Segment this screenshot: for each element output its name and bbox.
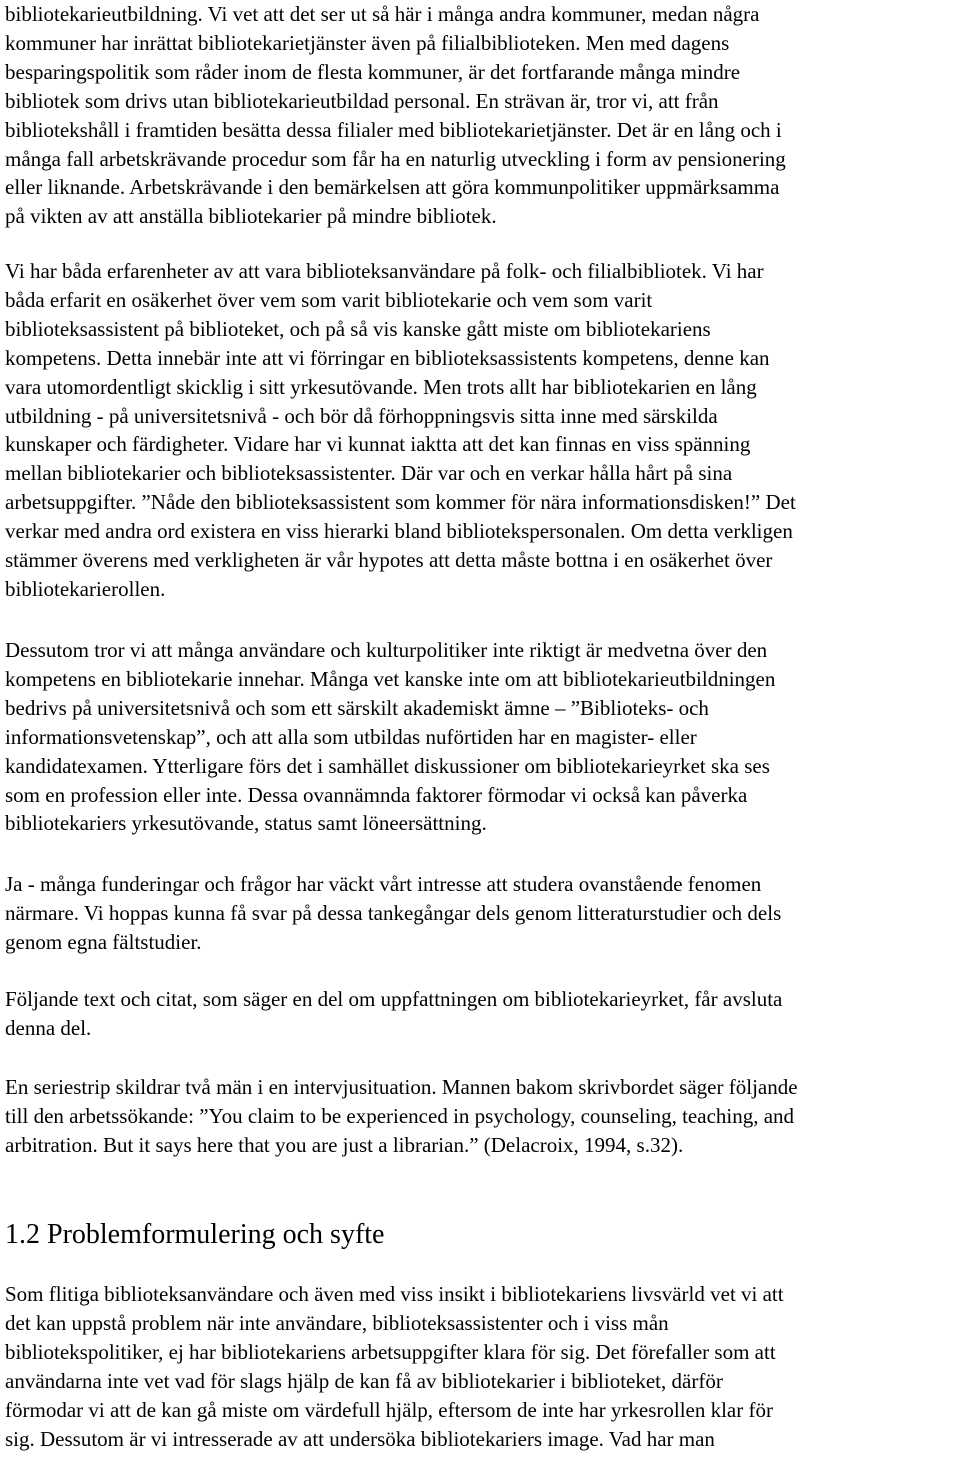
text-line: stämmer överens med verkligheten är vår hypotes att detta måste bottna i en osäkerhet över xyxy=(5,548,773,573)
text-line: bedrivs på universitetsnivå och som ett särskilt akademiskt ämne – ”Biblioteks- och xyxy=(5,695,709,720)
text-line: bibliotekariers yrkesutövande, status samt löneersättning. xyxy=(5,811,487,836)
text-line: kompetens. Detta innebär inte att vi förringar en biblioteksassistents kompetens, denne kan xyxy=(5,345,770,370)
text-line: informationsvetenskap”, och att alla som utbildas nuförtiden har en magister- eller xyxy=(5,724,697,749)
text-line: kommuner har inrättat bibliotekarietjänster även på filialbiblioteken. Men med dagens xyxy=(5,30,730,55)
paragraph-experiences xyxy=(5,257,957,604)
text-line: biblioteksassistent på biblioteket, och på så vis kanske gått miste om bibliotekariens xyxy=(5,316,711,341)
text-line: eller liknande. Arbetskrävande i den bemärkelsen att göra kommunpolitiker uppmärksamma xyxy=(5,175,780,200)
text-line: båda erfarit en osäkerhet över vem som varit bibliotekarie och vem som varit xyxy=(5,287,653,312)
text-line: det kan uppstå problem när inte användare, biblioteksassistenter och i viss mån xyxy=(5,1310,669,1335)
text-line: Ja - många funderingar och frågor har väckt vårt intresse att studera ovanstående fenomen xyxy=(5,872,762,896)
text-line: arbitration. But it says here that you are just a librarian.” (Delacroix, 1994, s.32). xyxy=(5,1132,684,1157)
text-line: Vi har båda erfarenheter av att vara biblioteksanvändare på folk- och filialbibliotek. Vi har xyxy=(5,259,764,283)
paragraph-problem-statement xyxy=(5,1280,957,1453)
text-line: Dessutom tror vi att många användare och kulturpolitiker inte riktigt är medvetna över den xyxy=(5,638,768,662)
text-line: kompetens en bibliotekarie innehar. Många vet kanske inte om att bibliotekarieutbildningen xyxy=(5,666,776,691)
text-line: till den arbetssökande: ”You claim to be experienced in psychology, counseling, teaching, and xyxy=(5,1103,795,1128)
text-line: bibliotekspolitiker, ej har bibliotekariens arbetsuppgifter klara för sig. Det förefaller som att xyxy=(5,1339,776,1364)
text-line: Följande text och citat, som säger en del om uppfattningen om bibliotekarieyrket, får avsluta xyxy=(5,987,783,1011)
text-line: kandidatexamen. Ytterligare förs det i samhället diskussioner om bibliotekarieyrket ska ses xyxy=(5,753,770,778)
text-line: genom egna fältstudier. xyxy=(5,929,202,954)
text-line: vara utomordentligt skicklig i sitt yrkesutövande. Men trots allt har bibliotekarien en lång xyxy=(5,374,757,399)
text-line: verkar med andra ord existera en viss hierarki bland bibliotekspersonalen. Om detta verkligen xyxy=(5,519,793,544)
text-line: som en profession eller inte. Dessa ovannämnda faktorer förmodar vi också kan påverka xyxy=(5,782,748,807)
paragraph-questions xyxy=(5,870,957,957)
text-line: närmare. Vi hoppas kunna få svar på dessa tankegångar dels genom litteraturstudier och dels xyxy=(5,900,782,925)
text-line: bibliotekarierollen. xyxy=(5,576,166,601)
text-line: sig. Dessutom är vi intresserade av att undersöka bibliotekariers image. Vad har man xyxy=(5,1426,715,1451)
paragraph-competence-awareness xyxy=(5,636,957,838)
text-line: denna del. xyxy=(5,1015,92,1040)
text-line: arbetsuppgifter. ”Nåde den biblioteksassistent som kommer för nära informationsdisken!” Det xyxy=(5,490,796,515)
text-line: besparingspolitik som råder inom de flesta kommuner, är det fortfarande många mindre xyxy=(5,59,741,84)
text-line: många fall arbetskrävande procedur som får ha en naturlig utveckling i form av pensionering xyxy=(5,146,786,171)
section-heading: 1.2 Problemformulering och syfte xyxy=(5,1219,385,1250)
paragraph-municipal-libraries xyxy=(5,0,957,231)
text-line: kunskaper och färdigheter. Vidare har vi kunnat iaktta att det kan finnas en viss spänning xyxy=(5,432,751,457)
text-line: bibliotekarieutbildning. Vi vet att det ser ut så här i många andra kommuner, medan några xyxy=(5,2,760,26)
paragraph-closing-text xyxy=(5,985,957,1043)
text-line: bibliotek som drivs utan bibliotekarieutbildad personal. En strävan är, tror vi, att från xyxy=(5,88,719,113)
text-line: Som flitiga biblioteksanvändare och även med viss insikt i bibliotekariens livsvärld vet vi att xyxy=(5,1282,784,1306)
text-line: användarna inte vet vad för slags hjälp de kan få av bibliotekarier i biblioteket, därför xyxy=(5,1368,723,1393)
paragraph-comic-quote xyxy=(5,1073,957,1160)
text-line: En seriestrip skildrar två män i en intervjusituation. Mannen bakom skrivbordet säger följande xyxy=(5,1075,798,1099)
text-line: på vikten av att anställa bibliotekarier på mindre bibliotek. xyxy=(5,204,497,229)
text-line: mellan bibliotekarier och biblioteksassistenter. Där var och en verkar hålla hårt på sina xyxy=(5,461,733,486)
text-line: förmodar vi att de kan gå miste om värdefull hjälp, eftersom de inte har yrkesrollen klar för xyxy=(5,1397,773,1422)
text-line: bibliotekshåll i framtiden besätta dessa filialer med bibliotekarietjänster. Det är en lång och i xyxy=(5,117,782,142)
text-line: utbildning - på universitetsnivå - och bör då förhoppningsvis sitta inne med särskilda xyxy=(5,403,718,428)
